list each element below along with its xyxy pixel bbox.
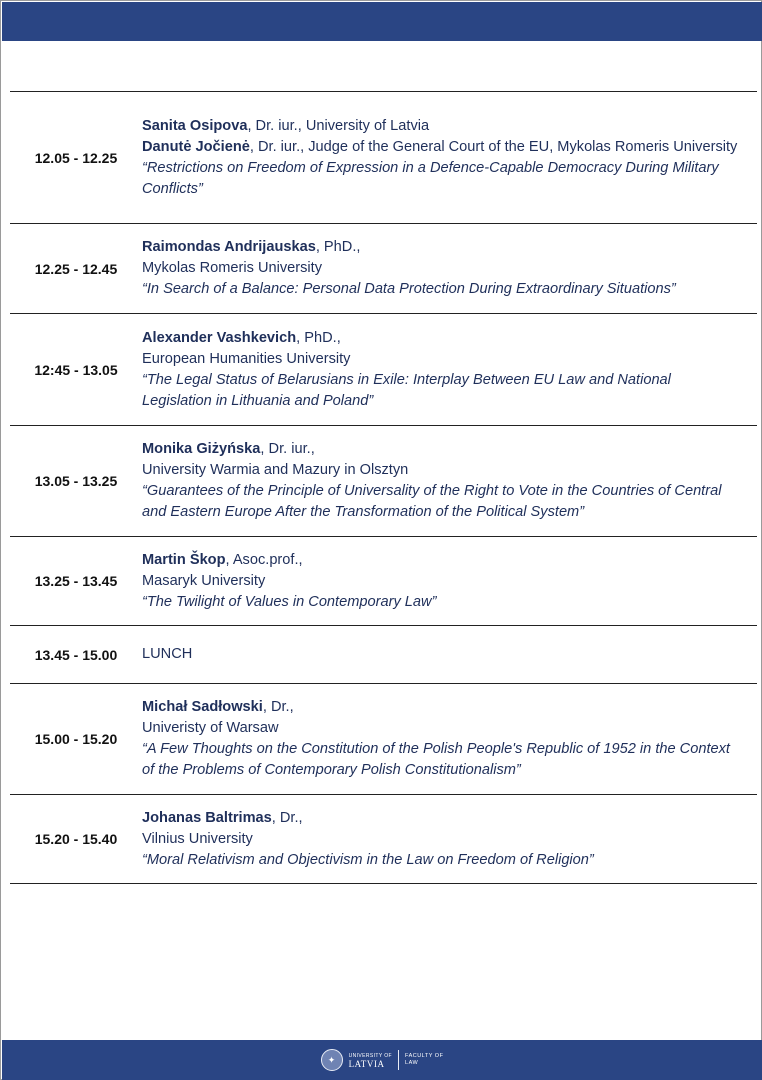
speaker-credentials: , Asoc.prof., — [225, 551, 303, 568]
speaker-name: Sanita Osipova — [142, 117, 248, 134]
time-slot: 15.00 - 15.20 — [34, 731, 118, 747]
schedule-row — [10, 224, 757, 314]
speaker-affiliation: Mykolas Romeris University — [142, 260, 323, 276]
time-slot: 12.25 - 12.45 — [34, 260, 118, 277]
time-slot: 15.20 - 15.40 — [34, 831, 118, 847]
session-details — [142, 808, 757, 871]
schedule-row — [10, 92, 757, 224]
schedule-row — [10, 537, 757, 626]
speaker-affiliation: Vilnius University — [142, 830, 253, 847]
talk-title: “In Search of a Balance: Personal Data Protection During Extraordinary Situations” — [142, 281, 676, 297]
time-slot: 13.25 - 13.45 — [34, 573, 118, 589]
session-details — [142, 237, 757, 300]
university-name — [349, 1052, 392, 1068]
speaker-name: Alexander Vashkevich — [142, 329, 297, 346]
speaker-name: Martin Škop — [142, 551, 226, 568]
session-details — [142, 550, 757, 613]
header-bar — [2, 2, 762, 41]
faculty-line-2: LAW — [405, 1060, 419, 1066]
speaker-affiliation: European Humanities University — [142, 350, 351, 367]
speaker-name: Raimondas Andrijauskas — [142, 239, 316, 255]
talk-title: “The Legal Status of Belarusians in Exile: Interplay Between EU Law and National Legislation in Lithuania and Poland” — [142, 371, 671, 409]
session-details — [142, 328, 757, 412]
speaker-credentials: , Dr., — [262, 699, 294, 715]
speaker-credentials: , Dr. iur., — [260, 441, 315, 457]
speaker-affiliation: Univeristy of Warsaw — [142, 720, 279, 736]
time-slot: 12:45 - 13.05 — [34, 361, 118, 378]
schedule-table — [10, 91, 757, 884]
speaker-credentials: , PhD., — [296, 329, 341, 346]
university-name-big: LATVIA — [348, 1059, 385, 1069]
schedule-row — [10, 426, 757, 537]
schedule-row — [10, 684, 757, 795]
speaker-credentials: , PhD., — [315, 239, 361, 255]
speaker-credentials: , Dr. iur., University of Latvia — [247, 117, 430, 134]
schedule-row — [10, 626, 757, 684]
logo-divider — [398, 1050, 399, 1070]
faculty-line-1: FACULTY OF — [405, 1053, 444, 1059]
speaker-name: Danutė Jočienė — [142, 138, 250, 155]
time-slot: 12.05 - 12.25 — [34, 149, 118, 166]
time-slot: 13.05 - 13.25 — [34, 473, 118, 489]
schedule-row — [10, 314, 757, 426]
speaker-affiliation: Masaryk University — [142, 572, 266, 589]
speaker-name: Johanas Baltrimas — [142, 809, 272, 826]
talk-title: “Moral Relativism and Objectivism in the Law on Freedom of Religion” — [142, 851, 594, 868]
talk-title: “Guarantees of the Principle of Universality of the Right to Vote in the Countries of Central and Eastern Europe After the Transformation of the Political System” — [142, 483, 722, 520]
speaker-name: Monika Giżyńska — [142, 441, 261, 457]
talk-title: “The Twilight of Values in Contemporary Law” — [142, 593, 437, 610]
university-logo — [321, 1049, 444, 1071]
talk-title: “Restrictions on Freedom of Expression in a Defence-Capable Democracy During Military Conflicts” — [142, 159, 719, 197]
time-slot: 13.45 - 15.00 — [34, 646, 118, 663]
faculty-name — [405, 1053, 443, 1067]
university-name-small: UNIVERSITY OF — [348, 1053, 393, 1059]
speaker-credentials: , Dr., — [271, 809, 303, 826]
session-details — [142, 116, 757, 200]
schedule-row — [10, 795, 757, 884]
session-details — [142, 644, 757, 665]
speaker-affiliation: University Warmia and Mazury in Olsztyn — [142, 462, 409, 478]
footer-bar — [2, 1040, 762, 1080]
session-details — [142, 697, 757, 781]
university-seal-icon: ✦ — [321, 1049, 343, 1071]
break-label: LUNCH — [142, 646, 193, 662]
talk-title: “A Few Thoughts on the Constitution of the Polish People's Republic of 1952 in the Context of the Problems of Contemporary Polish Constitutionalism” — [142, 741, 730, 778]
session-details — [142, 439, 757, 523]
speaker-credentials: , Dr. iur., Judge of the General Court of the EU, Mykolas Romeris University — [249, 138, 738, 155]
speaker-name: Michał Sadłowski — [142, 699, 263, 715]
